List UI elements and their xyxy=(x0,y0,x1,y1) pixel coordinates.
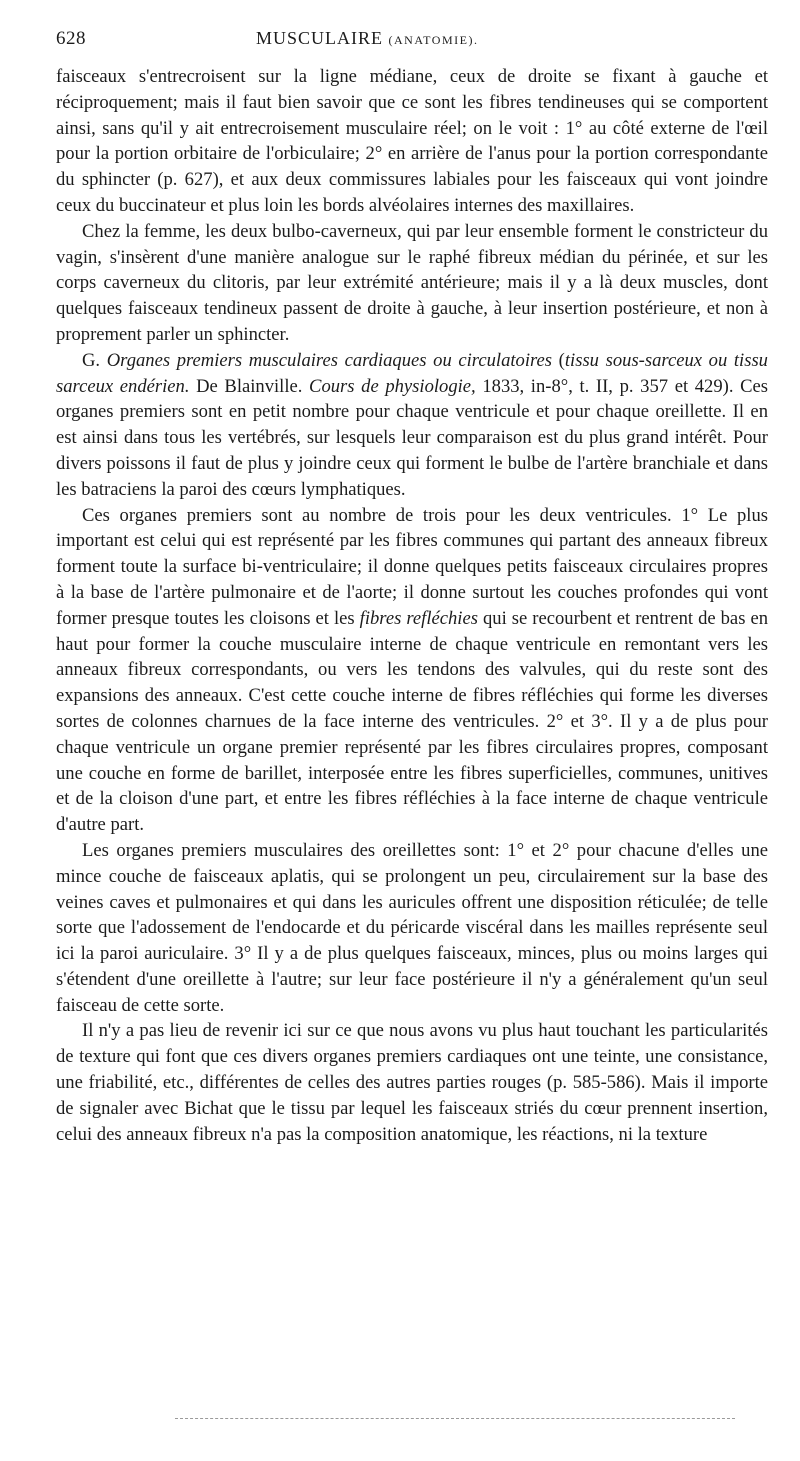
section-heading-italic: Organes premiers musculaires cardiaques ou circulatoires xyxy=(106,349,553,371)
paragraph-section-g xyxy=(56,348,768,503)
paragraph-atria: Les organes premiers musculaires des oreillettes sont: 1° et 2° pour chacune d'elles une mince couche de faisceaux aplatis, qui se prolongent un peu, circulairement sur la base des veines caves et pulmonaires et qui dans les auricules offrent une disposition réticulée; de telle sorte que l'adossement de l'endocarde et du péricarde viscéral dans les mailles représente seul ici la paroi auriculaire. 3° Il y a de plus quelques faisceaux, minces, plus ou moins larges qui s'étendent d'une oreillette à l'autre; sur leur face postérieure il n'y a généralement qu'un seul faisceau de cette sorte. xyxy=(56,839,768,1016)
ventricles-text-1: Ces organes premiers sont au nombre de trois pour les deux ventricules. 1° Le plus important est celui qui est représenté par les fibres communes qui partant des anneaux fibreux forment toute la surface bi-ventriculaire; il donne quelques petits faisceaux circulaires propres à la base de l'artère pulmonaire et de l'aorte; il donne surtout les couches profondes qui vont former presque toutes les cloisons et les xyxy=(56,504,768,629)
running-title-main: MUSCULAIRE xyxy=(256,28,384,48)
section-tissue-italic: tissu sous-sarceux ou tissu sarceux endérien. xyxy=(56,349,768,397)
section-letter: G. xyxy=(82,349,101,371)
running-title xyxy=(256,28,478,49)
ventricles-text-2: qui se recourbent et rentrent de bas en haut pour former la couche musculaire interne de chaque ventricule en remontant vers les anneaux fibreux correspondants, ou vers les tendons des valvules, qui du reste sont des expansions des anneaux. C'est cette couche interne de fibres réfléchies qui forme les diverses sortes de colonnes charnues de la face interne des ventricules. 2° et 3°. Il y a de plus pour chaque ventricule un organe premier représenté par les fibres circulaires propres, composant une couche en forme de barillet, interposée entre les fibres superficielles, communes, unitives et de la cloison d'une part, et entre les fibres réfléchies à la face interne de chaque ventricule d'autre part. xyxy=(56,607,768,836)
fibres-reflechies-italic: fibres refléchies xyxy=(359,607,478,629)
paragraph-texture: Il n'y a pas lieu de revenir ici sur ce que nous avons vu plus haut touchant les particularités de texture qui font que ces divers organes premiers cardiaques ont une teinte, une consistance, une friabilité, etc., différentes de celles des autres parties rouges (p. 585-586). Mais il importe de signaler avec Bichat que le tissu par lequel les faisceaux striés du cœur prennent insertion, celui des anneaux fibreux n'a pas la composition anatomique, les réactions, ni la texture xyxy=(56,1020,768,1145)
paragraph-ventricles xyxy=(56,503,768,838)
paragraph-female-sphincter: Chez la femme, les deux bulbo-caverneux, qui par leur ensemble forment le constricteur du vagin, s'insèrent d'une manière analogue sur le raphé fibreux médian du périnée, et sur les corps caverneux du clitoris, par leur extrémité antérieure; mais il y a là deux muscles, dont quelques faisceaux tendineux passent de droite à gauche, à leur insertion postérieure, et non à proprement parler un sphincter. xyxy=(56,220,768,345)
running-head xyxy=(56,22,768,50)
book-page xyxy=(56,22,768,1147)
running-title-sub: (ANATOMIE). xyxy=(388,33,479,47)
footer-rule xyxy=(175,1418,735,1419)
paren-open: ( xyxy=(558,349,565,371)
paragraph-continued: faisceaux s'entrecroisent sur la ligne médiane, ceux de droite se fixant à gauche et réciproquement; mais il faut bien savoir que ce sont les fibres tendineuses qui se comportent ainsi, sans qu'il y ait entrecroisement musculaire réel; on le voit : 1° au côté externe de l'œil pour la portion orbitaire de l'orbiculaire; 2° en arrière de l'anus pour la portion correspondante du sphincter (p. 627), et aux deux commissures labiales pour les faisceaux qui vont joindre ceux du buccinateur et plus loin les bords alvéolaires internes des maxillaires. xyxy=(56,66,768,216)
work-title-italic: Cours de physiologie, xyxy=(309,375,476,397)
body-text xyxy=(56,64,768,1147)
section-g-text: 1833, in-8°, t. II, p. 357 et 429). Ces organes premiers sont en petit nombre pour chaque ventricule et pour chaque oreillette. Il en est ainsi dans tous les vertébrés, sur lesquels leur comparaison est du plus grand intérêt. Pour divers poissons il faut de plus y joindre ceux qui forment le bulbe de l'artère branchiale et dans les batraciens la paroi des cœurs lymphatiques. xyxy=(56,375,768,500)
page-number: 628 xyxy=(56,28,86,49)
author-reference: De Blainville. xyxy=(196,375,303,397)
